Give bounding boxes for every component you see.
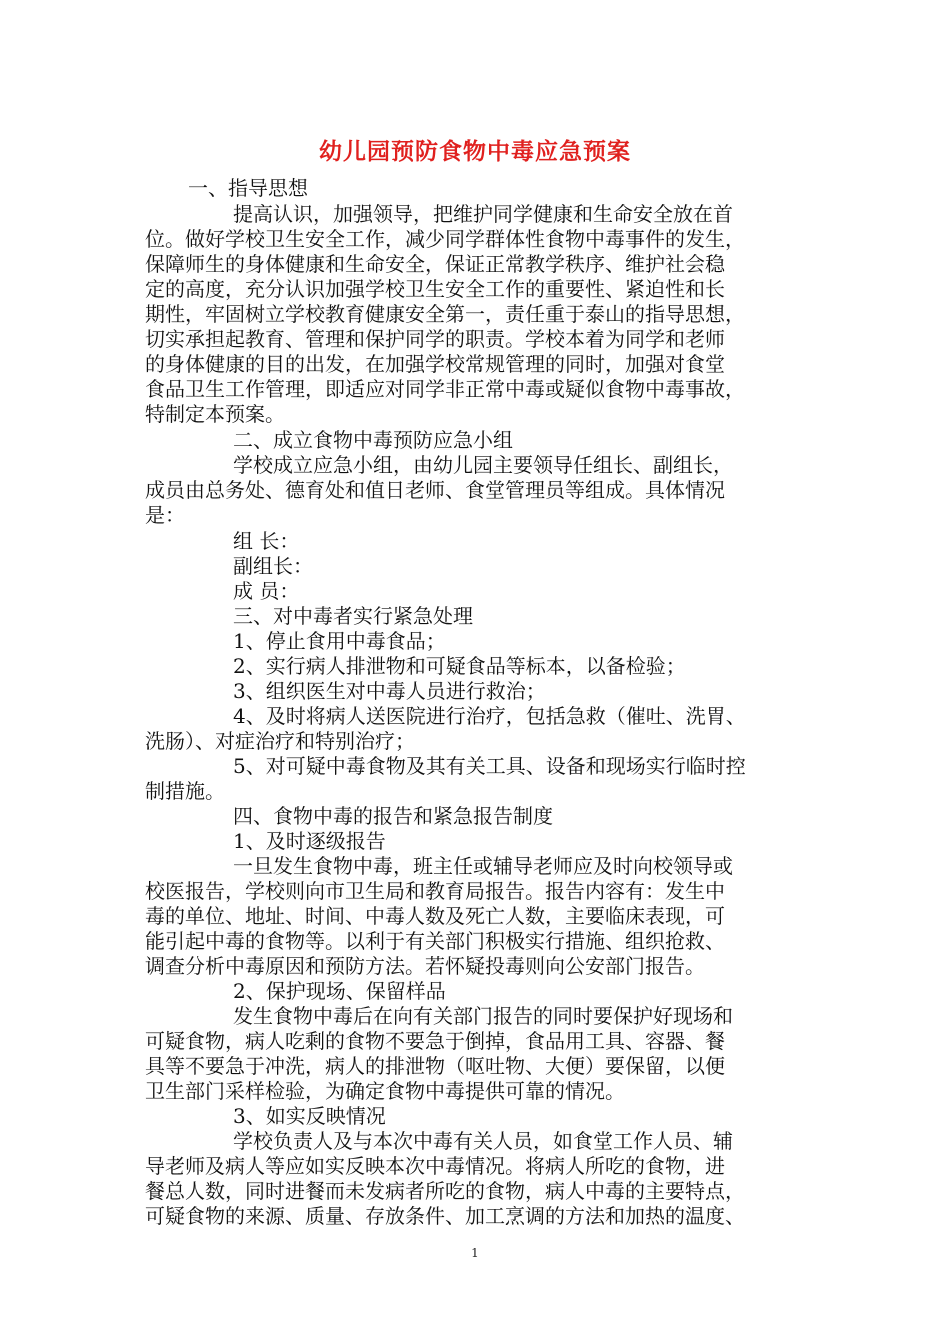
paragraph-line: 是： [145,503,185,527]
paragraph-line: 发生食物中毒后在向有关部门报告的同时要保护好现场和 [233,1004,733,1028]
list-item: 成 员： [233,579,300,603]
paragraph-line: 洗肠）、对症治疗和特别治疗； [145,729,415,753]
paragraph-line: 提高认识，加强领导，把维护同学健康和生命安全放在首 [233,202,733,226]
list-item: 组 长： [233,529,300,553]
paragraph-line: 可疑食物，病人吃剩的食物不要急于倒掉，食品用工具、容器、餐 [145,1029,725,1053]
section-heading: 二、成立食物中毒预防应急小组 [233,428,513,452]
paragraph-line: 切实承担起教育、管理和保护同学的职责。学校本着为同学和老师 [145,327,725,351]
paragraph-line: 一旦发生食物中毒，班主任或辅导老师应及时向校领导或 [233,854,733,878]
section-heading: 一、指导思想 [188,176,308,200]
paragraph-line: 食品卫生工作管理，即适应对同学非正常中毒或疑似食物中毒事故， [145,377,745,401]
section-heading: 三、对中毒者实行紧急处理 [233,604,473,628]
list-item: 4、及时将病人送医院进行治疗，包括急救（催吐、洗胃、 [233,704,746,728]
list-item: 5、对可疑中毒食物及其有关工具、设备和现场实行临时控 [233,754,746,778]
list-item: 副组长： [233,554,313,578]
list-item: 1、停止食用中毒食品； [233,629,446,653]
section-heading: 四、食物中毒的报告和紧急报告制度 [233,804,553,828]
paragraph-line: 导老师及病人等应如实反映本次中毒情况。将病人所吃的食物，进 [145,1154,725,1178]
paragraph-line: 调查分析中毒原因和预防方法。若怀疑投毒则向公安部门报告。 [145,954,705,978]
paragraph-line: 成员由总务处、德育处和值日老师、食堂管理员等组成。具体情况 [145,478,725,502]
paragraph-line: 制措施。 [145,779,225,803]
paragraph-line: 特制定本预案。 [145,402,285,426]
paragraph-line: 学校负责人及与本次中毒有关人员，如食堂工作人员、辅 [233,1129,733,1153]
subsection-heading: 2、保护现场、保留样品 [233,979,446,1003]
page-number: 1 [471,1246,479,1260]
paragraph-line: 保障师生的身体健康和生命安全，保证正常教学秩序、维护社会稳 [145,252,725,276]
paragraph-line: 学校成立应急小组，由幼儿园主要领导任组长、副组长， [233,453,733,477]
list-item: 2、实行病人排泄物和可疑食品等标本，以备检验； [233,654,686,678]
paragraph-line: 餐总人数，同时进餐而未发病者所吃的食物，病人中毒的主要特点， [145,1179,745,1203]
list-item: 3、组织医生对中毒人员进行救治； [233,679,546,703]
subsection-heading: 3、如实反映情况 [233,1104,386,1128]
paragraph-line: 期性，牢固树立学校教育健康安全第一，责任重于泰山的指导思想， [145,302,745,326]
paragraph-line: 定的高度，充分认识加强学校卫生安全工作的重要性、紧迫性和长 [145,277,725,301]
paragraph-line: 可疑食物的来源、质量、存放条件、加工烹调的方法和加热的温度、 [145,1204,745,1228]
paragraph-line: 的身体健康的目的出发，在加强学校常规管理的同时，加强对食堂 [145,352,725,376]
paragraph-line: 具等不要急于冲洗，病人的排泄物（呕吐物、大便）要保留，以便 [145,1054,725,1078]
paragraph-line: 毒的单位、地址、时间、中毒人数及死亡人数，主要临床表现，可 [145,904,725,928]
paragraph-line: 位。做好学校卫生安全工作，减少同学群体性食物中毒事件的发生， [145,227,745,251]
paragraph-line: 能引起中毒的食物等。以利于有关部门积极实行措施、组织抢救、 [145,929,725,953]
paragraph-line: 卫生部门采样检验，为确定食物中毒提供可靠的情况。 [145,1079,625,1103]
subsection-heading: 1、及时逐级报告 [233,829,386,853]
document-title: 幼儿园预防食物中毒应急预案 [319,139,631,165]
paragraph-line: 校医报告，学校则向市卫生局和教育局报告。报告内容有：发生中 [145,879,725,903]
